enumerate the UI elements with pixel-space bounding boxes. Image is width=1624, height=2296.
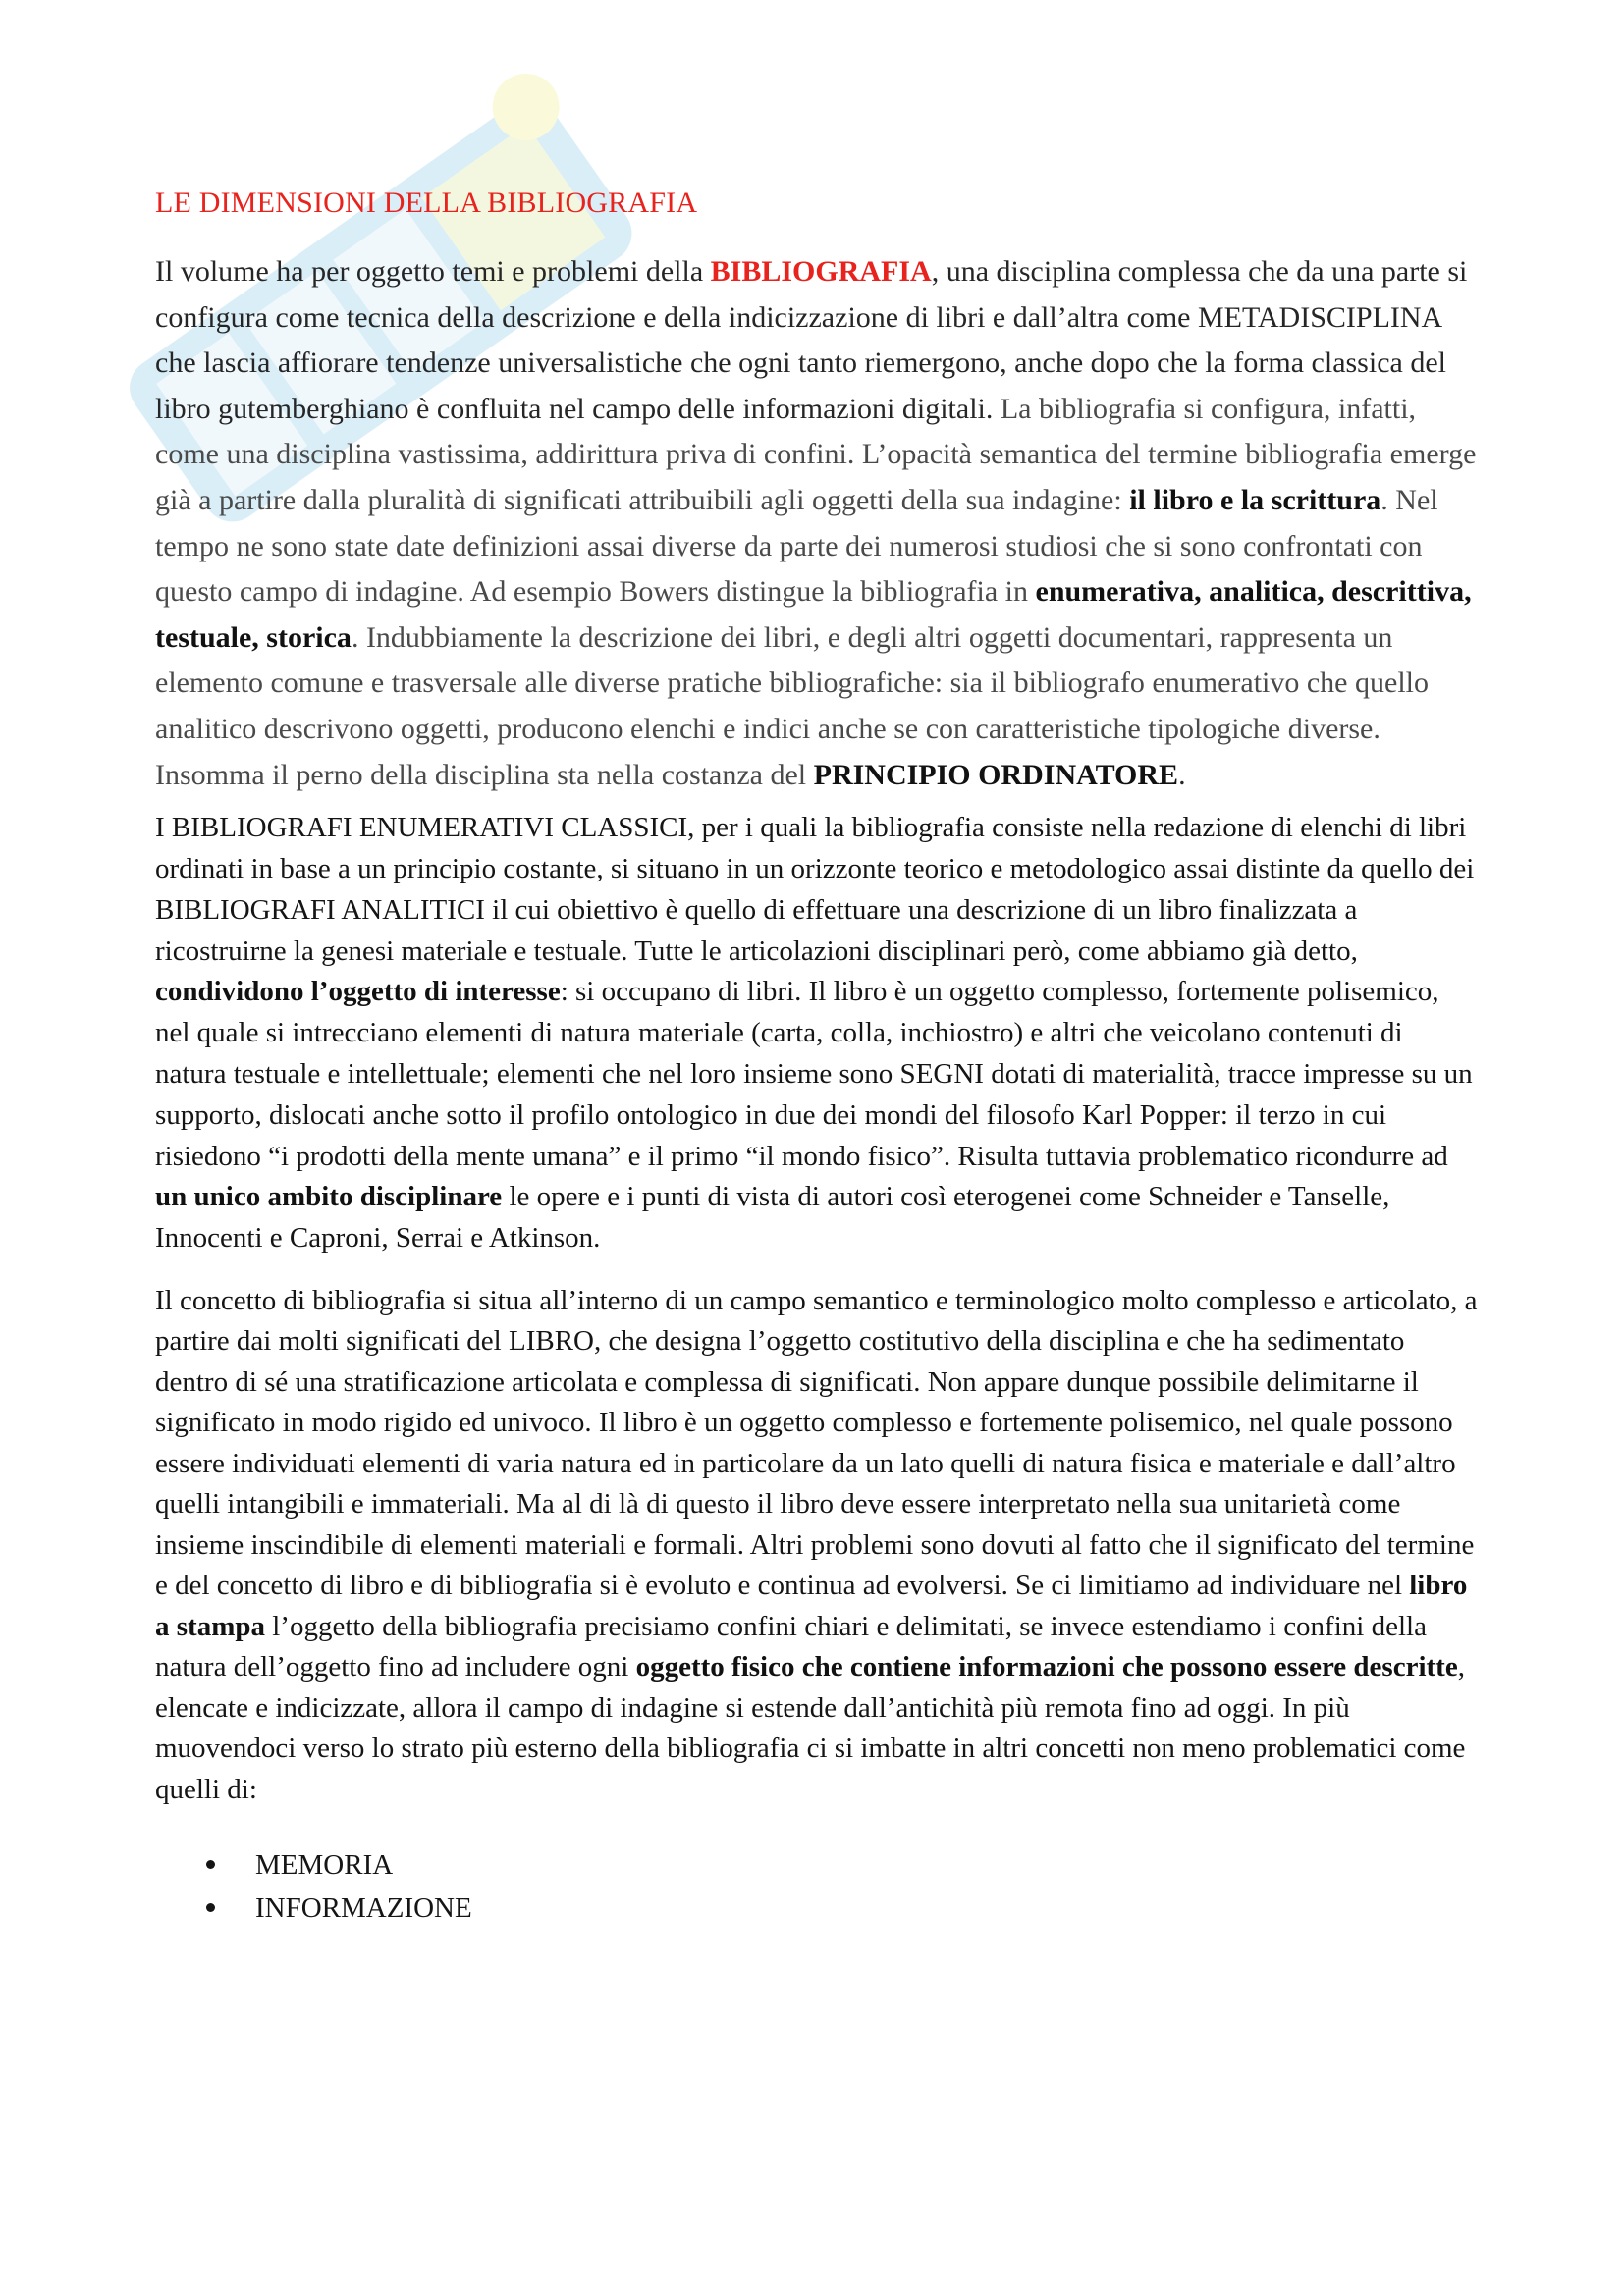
list-item-label: INFORMAZIONE xyxy=(255,1893,472,1925)
p3-text-2: l’oggetto della bibliografia precisiamo confini chiari e delimitati, se invece estendiamo i confini della natura dell’oggetto fino ad includere ogni xyxy=(155,1610,1427,1683)
list-item xyxy=(155,1843,1481,1887)
p1-text-4: . Nel tempo ne sono state date definizioni assai diverse da parte dei numerosi studiosi che si sono confrontati con questo campo di indagine. Ad esempio Bowers distingue la bibliografia in xyxy=(155,483,1438,609)
p3-text-1: Il concetto di bibliografia si situa all’interno di un campo semantico e terminologico molto complesso e articolato, a partire dai molti significati del LIBRO, che designa l’oggetto costitutivo della disciplina e che ha sedimentato dentro di sé una stratificazione articolata e complessa di significati. Non appare dunque possibile delimitarne il significato in modo rigido ed univoco. Il libro è un oggetto complesso e fortemente polisemico, nel quale possono essere individuati elementi di varia natura ed in particolare da un lato quelli di natura fisica e materiale e dall’altro quelli intangibili e immateriali. Ma al di là di questo il libro deve essere interpretato nella sua unitarietà come insieme inscindibile di elementi materiali e formali. Altri problemi sono dovuti al fatto che il significato del termine e del concetto di libro e di bibliografia si è evoluto e continua ad evolversi. Se ci limitiamo ad individuare nel xyxy=(155,1284,1478,1602)
p1-bold-bibliografia: BIBLIOGRAFIA xyxy=(710,255,932,288)
document-page xyxy=(155,187,1481,1930)
p1-text-1: Il volume ha per oggetto temi e problemi della xyxy=(155,255,711,288)
p3-bold-oggetto-fisico: oggetto fisico che contiene informazioni che possono essere descritte xyxy=(635,1651,1458,1683)
p2-text-3: le opere e i punti di vista di autori così eterogenei come Schneider e Tanselle, Innocenti e Caproni, Serrai e Atkinson. xyxy=(155,1181,1390,1255)
bullet-icon xyxy=(206,1903,215,1912)
p1-text-2: , una disciplina complessa che da una parte si configura come tecnica della descrizione e della indicizzazione di libri e dall’altra come METADISCIPLINA che lascia affiorare tendenze universalistiche che ogni tanto riemergono, anche dopo che la forma classica del libro gutemberghiano è confluita nel campo delle informazioni digitali. xyxy=(155,255,1468,425)
p3-bold-libro-stampa: libro a stampa xyxy=(155,1570,1468,1642)
p1-text-6: . xyxy=(1178,758,1186,791)
bullet-icon xyxy=(206,1860,215,1869)
p1-text-5: . Indubbiamente la descrizione dei libri, e degli altri oggetti documentari, rappresenta un elemento comune e trasversale alle diverse pratiche bibliografiche: sia il bibliografo enumerativo che quello analitico descrivono oggetti, producono elenchi e indici anche se con caratteristiche tipologiche diverse. Insomma il perno della disciplina sta nella costanza del xyxy=(155,620,1429,791)
p2-text-1: I BIBLIOGRAFI ENUMERATIVI CLASSICI, per i quali la bibliografia consiste nella redazione di elenchi di libri ordinati in base a un principio costante, si situano in un orizzonte teorico e metodologico assai distinte da quello dei BIBLIOGRAFI ANALITICI il cui obiettivo è quello di effettuare una descrizione di un libro finalizzata a ricostruirne la genesi materiale e testuale. Tutte le articolazioni disciplinari però, come abbiamo già detto, xyxy=(155,812,1475,967)
bullet-list xyxy=(155,1843,1481,1930)
list-item-label: MEMORIA xyxy=(255,1849,394,1882)
list-item xyxy=(155,1887,1481,1930)
p2-bold-oggetto: condividono l’oggetto di interesse xyxy=(155,976,561,1008)
p2-text-2: : si occupano di libri. Il libro è un oggetto complesso, fortemente polisemico, nel quale si intrecciano elementi di natura materiale (carta, colla, inchiostro) e altri che veicolano contenuti di natura testuale e intellettuale; elementi che nel loro insieme sono SEGNI dotati di materialità, tracce impresse su un supporto, dislocati anche sotto il profilo ontologico in due dei mondi del filosofo Karl Popper: il terzo in cui risiedono “i prodotti della mente umana” e il primo “il mondo fisico”. Risulta tuttavia problematico ricondurre ad xyxy=(155,976,1473,1172)
p1-text-3: La bibliografia si configura, infatti, come una disciplina vastissima, addirittura priva di confini. L’opacità semantica del termine bibliografia emerge già a partire dalla pluralità di significati attribuibili agli oggetti della sua indagine: xyxy=(155,392,1477,516)
p1-bold-principio: PRINCIPIO ORDINATORE xyxy=(813,758,1179,791)
p1-bold-libro-scrittura: il libro e la scrittura xyxy=(1129,483,1381,516)
p3-text-3: , elencate e indicizzate, allora il campo di indagine si estende dall’antichità più remota fino ad oggi. In più muovendoci verso lo strato più esterno della bibliografia ci si imbatte in altri concetti non meno problematici come quelli di: xyxy=(155,1651,1466,1805)
paragraph-1 xyxy=(155,249,1481,798)
document-title: LE DIMENSIONI DELLA BIBLIOGRAFIA xyxy=(155,187,698,219)
paragraph-3 xyxy=(155,1281,1481,1811)
p1-bold-bowers-types: enumerativa, analitica, descrittiva, testuale, storica xyxy=(155,575,1472,654)
p2-bold-ambito: un unico ambito disciplinare xyxy=(155,1181,503,1213)
paragraph-2 xyxy=(155,808,1481,1259)
